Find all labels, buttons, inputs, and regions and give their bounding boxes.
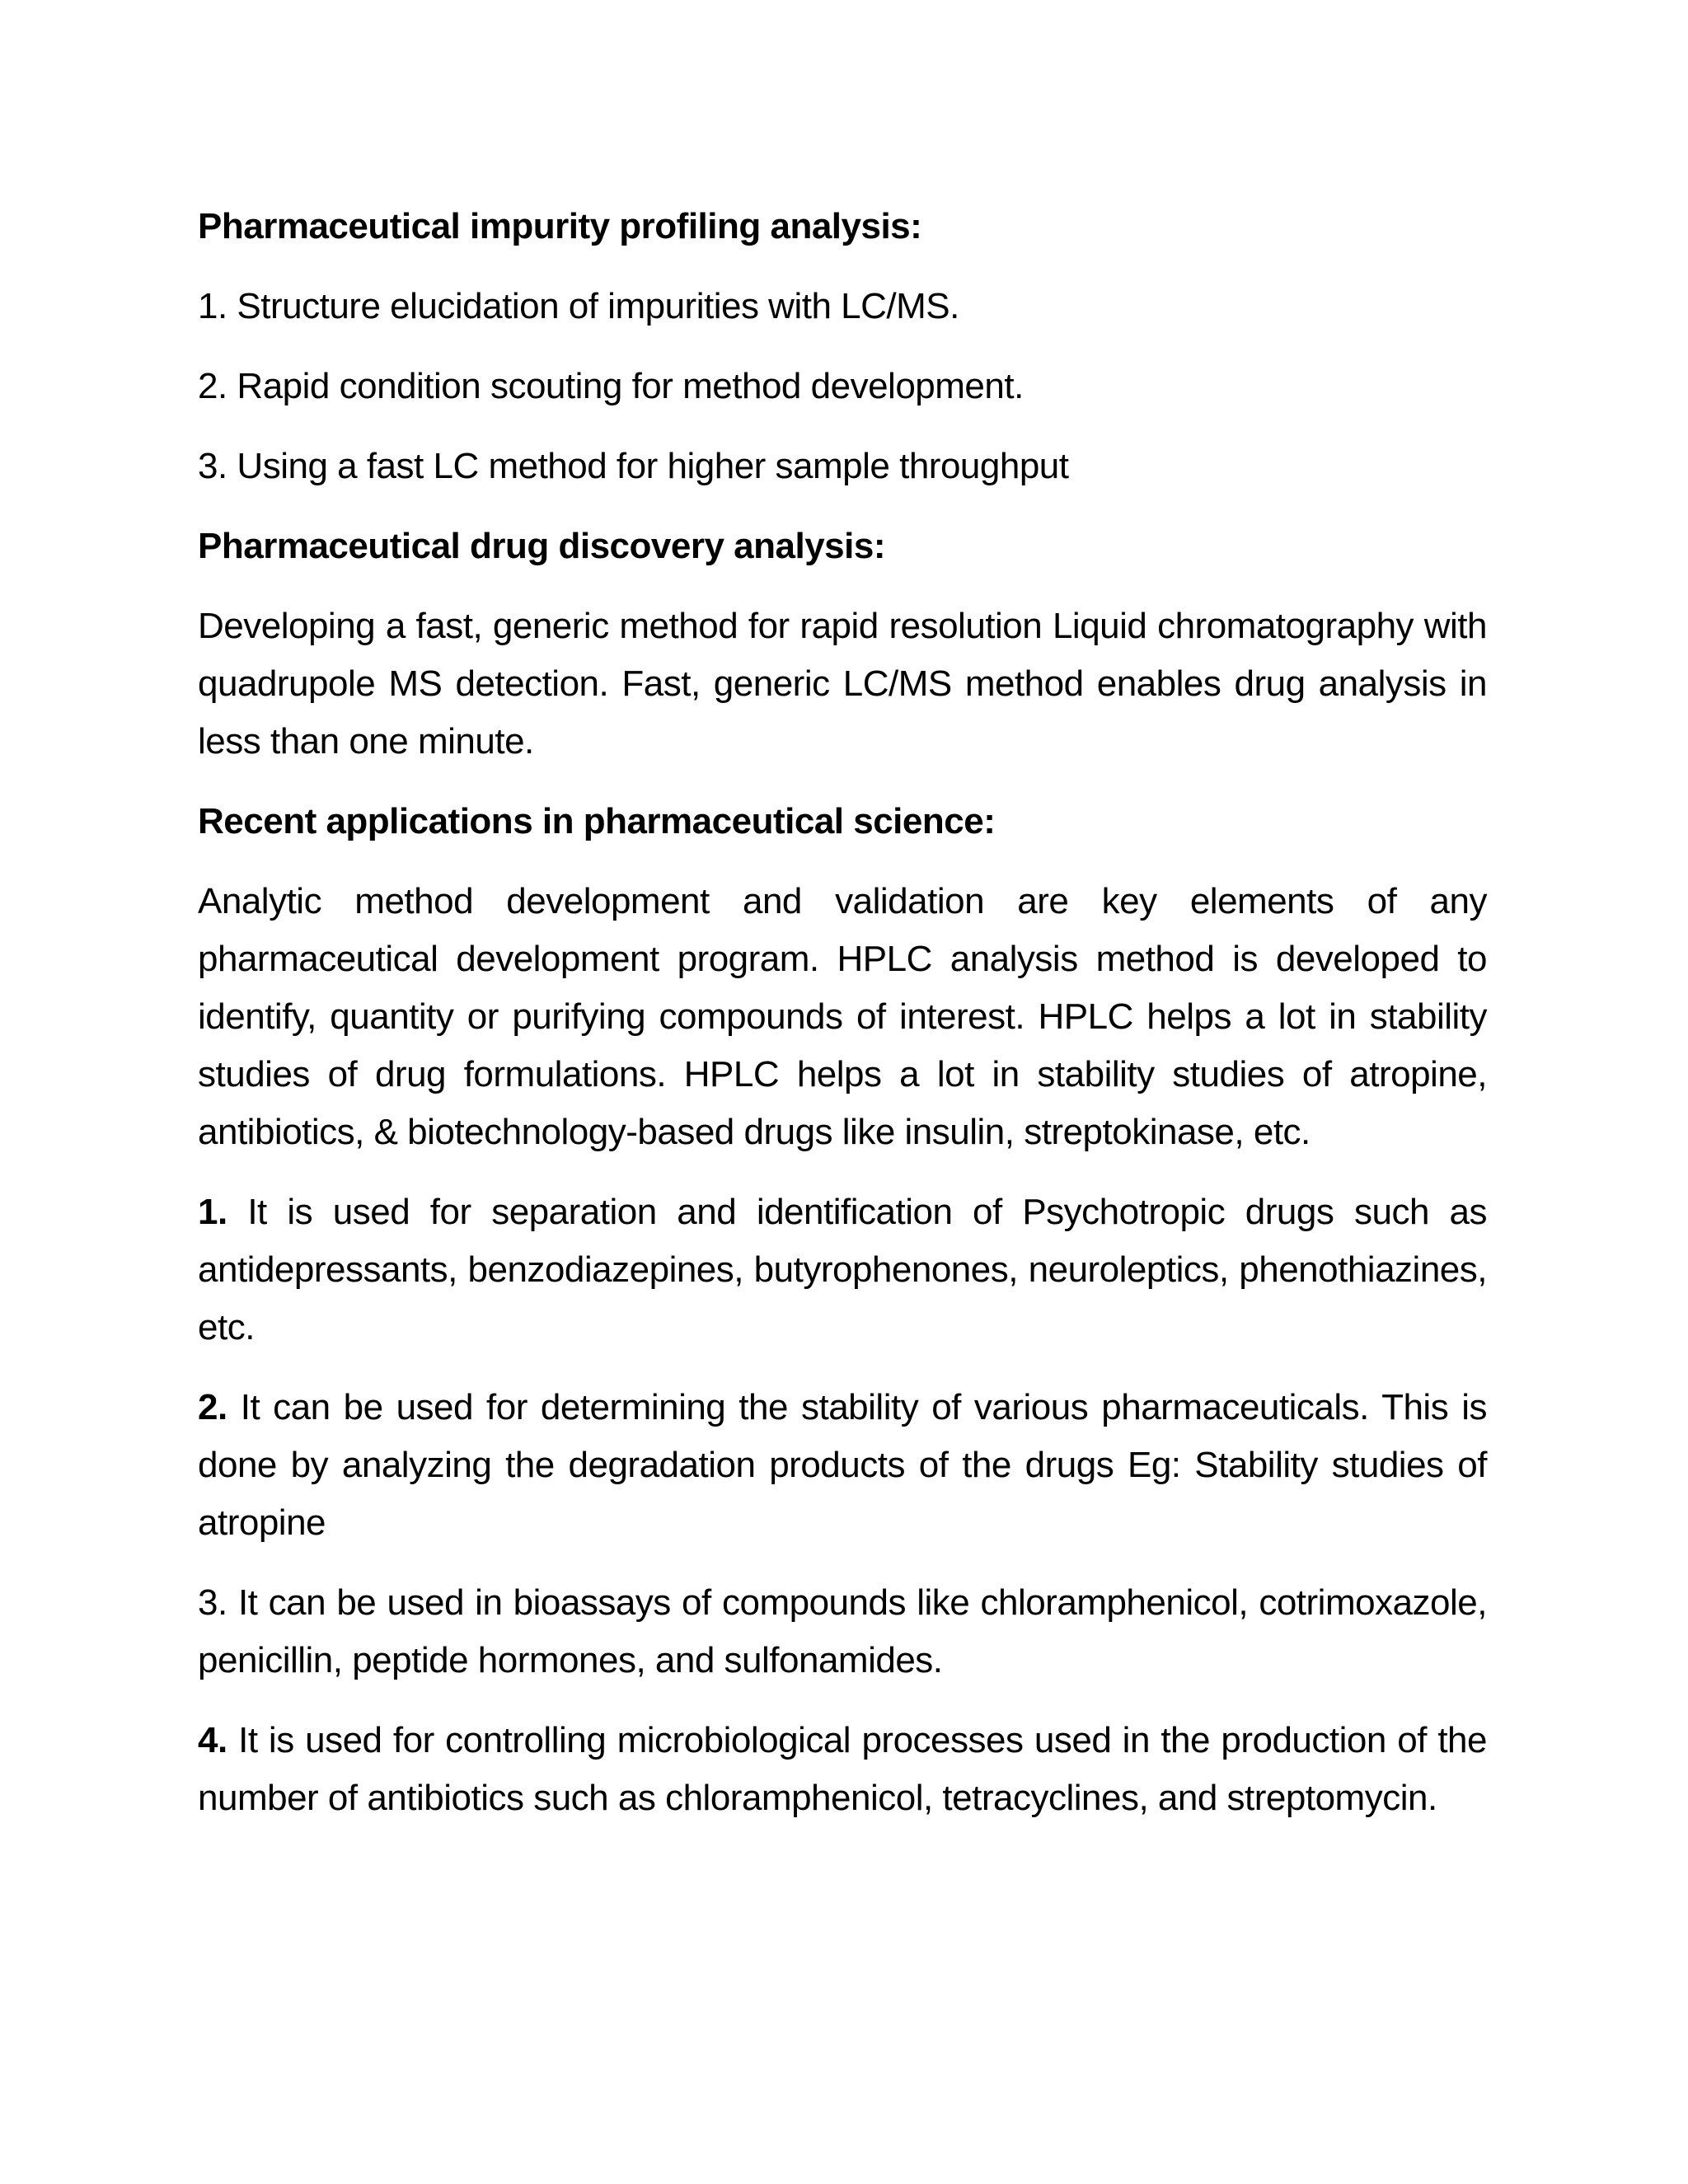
point-text: It is used for separation and identification of Psychotropic drugs such as antidepressants, benzodiazepines, butyrophenones, neuroleptics, phenothiazines, etc. [198, 1192, 1487, 1347]
section-heading-discovery: Pharmaceutical drug discovery analysis: [198, 526, 885, 566]
application-point [198, 1379, 1487, 1552]
point-text: It is used for controlling microbiological processes used in the production of the number of antibiotics such as chloramphenicol, tetracyclines, and streptomycin. [198, 1720, 1487, 1818]
point-number: 2. [198, 1387, 227, 1427]
list-item: 2. Rapid condition scouting for method development. [198, 366, 1024, 406]
point-text: It can be used in bioassays of compounds like chloramphenicol, cotrimoxazole, penicillin, peptide hormones, and sulfonamides. [198, 1582, 1487, 1680]
document-page [198, 198, 1487, 1849]
application-point [198, 1183, 1487, 1357]
point-text: It can be used for determining the stability of various pharmaceuticals. This is done by analyzing the degradation products of the drugs Eg: Stability studies of atropine [198, 1387, 1487, 1543]
list-item: 3. Using a fast LC method for higher sample throughput [198, 446, 1069, 486]
applications-paragraph: Analytic method development and validation are key elements of any pharmaceutical development program. HPLC analysis method is developed to identify, quantity or purifying compounds of interest. HPLC helps a lot in stability studies of drug formulations. HPLC helps a lot in stability studies of atropine, antibiotics, & biotechnology-based drugs like insulin, streptokinase, etc. [198, 881, 1487, 1152]
point-number: 3. [198, 1582, 227, 1623]
section-heading-applications: Recent applications in pharmaceutical science: [198, 801, 996, 841]
section-heading-impurity: Pharmaceutical impurity profiling analysis: [198, 206, 922, 246]
point-number: 1. [198, 1192, 227, 1232]
point-number: 4. [198, 1720, 227, 1760]
discovery-paragraph: Developing a fast, generic method for rapid resolution Liquid chromatography with quadrupole MS detection. Fast, generic LC/MS method enables drug analysis in less than one minute. [198, 606, 1487, 762]
list-item: 1. Structure elucidation of impurities with LC/MS. [198, 286, 959, 326]
application-point [198, 1712, 1487, 1827]
application-point [198, 1574, 1487, 1690]
